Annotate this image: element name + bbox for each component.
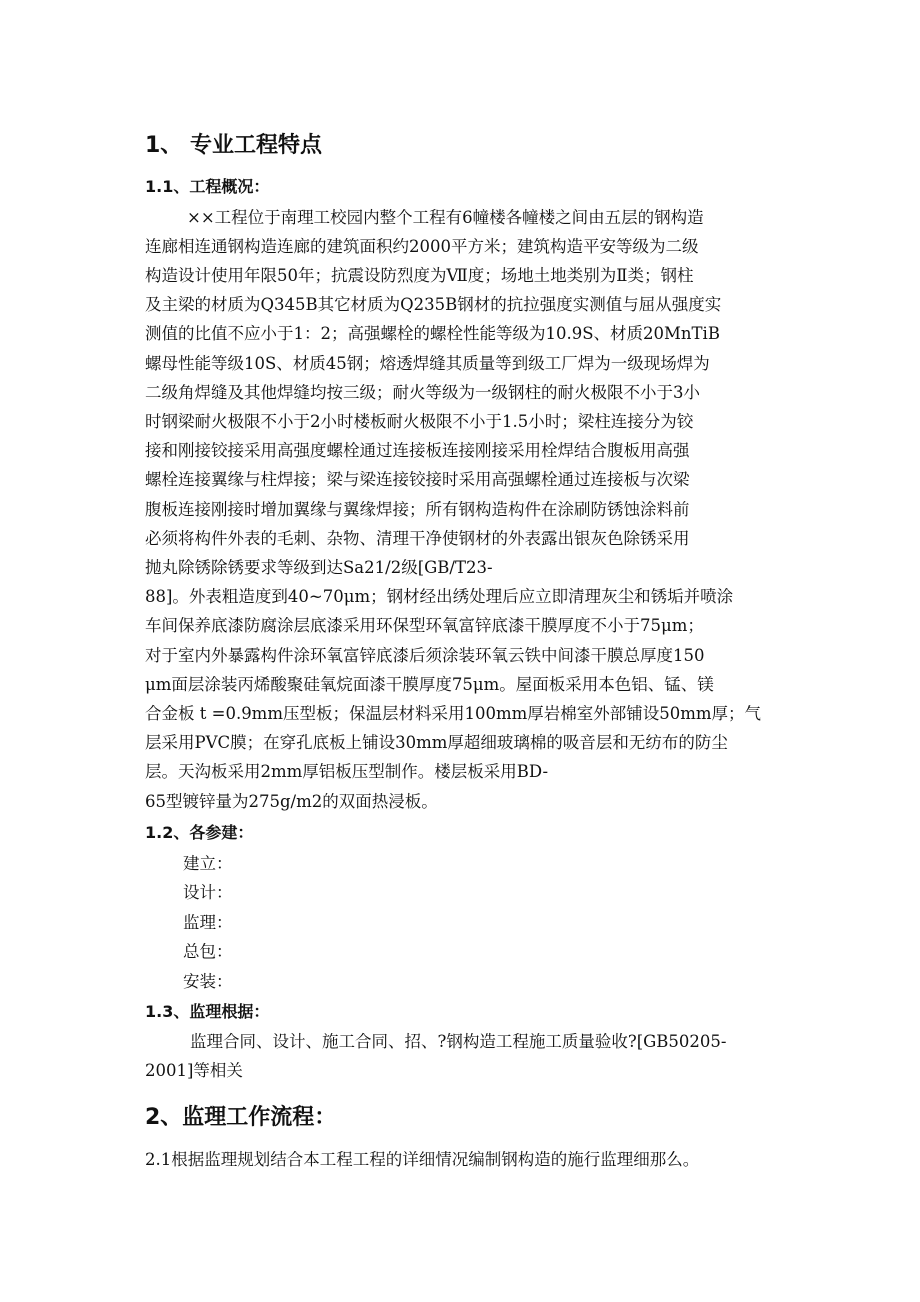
overview-line: 腹板连接刚接时增加翼缘与翼缘焊接；所有钢构造构件在涂刷防锈蚀涂料前 [145,500,690,519]
workflow-line: 2.1根据监理规划结合本工程工程的详细情况编制钢构造的施行监理细那么。 [145,1150,700,1169]
overview-line: 及主梁的材质为Q345B其它材质为Q235B钢材的抗拉强度实测值与屈从强度实 [145,295,722,314]
overview-line: 螺母性能等级10S、材质45钢；熔透焊缝其质量等到级工厂焊为一级现场焊为 [145,354,710,373]
overview-line: 88]。外表粗造度到40~70μm；钢材经出绣处理后应立即清理灰尘和锈垢并喷涂 [145,587,734,606]
section-1-3-heading: 1.3、监理根据： [145,1002,270,1021]
overview-line: 接和刚接铰接采用高强度螺栓通过连接板连接刚接采用栓焊结合腹板用高强 [145,441,690,460]
participant-item: 设计： [183,883,233,902]
participant-item: 安装： [183,972,233,991]
participant-item: 监理： [183,913,233,932]
overview-line: μm面层涂装丙烯酸聚硅氧烷面漆干膜厚度75μm。屋面板采用本色铝、锰、镁 [145,675,714,694]
overview-line: 对于室内外暴露构件涂环氧富锌底漆后须涂装环氧云铁中间漆干膜总厚度150 [145,646,705,665]
section-1-1-heading: 1.1、工程概况： [145,177,270,196]
overview-line: 合金板 t =0.9mm压型板；保温层材料采用100mm厚岩棉室外部铺设50mm厚；气 [145,704,762,723]
overview-line: 必须将构件外表的毛刺、杂物、清理干净使钢材的外表露出银灰色除锈采用 [145,529,690,548]
overview-line: 时钢梁耐火极限不小于2小时楼板耐火极限不小于1.5小时；梁柱连接分为铰 [145,412,694,431]
section-1-2-heading: 1.2、各参建： [145,823,254,842]
participant-item: 总包： [183,942,233,961]
section-1-heading: 1、 专业工程特点 [145,133,322,158]
overview-line: ××工程位于南理工校园内整个工程有6幢楼各幢楼之间由五层的钢构造 [187,208,704,227]
overview-line: 构造设计使用年限50年；抗震设防烈度为Ⅶ度；场地土地类别为Ⅱ类；钢柱 [145,266,694,285]
basis-line: 监理合同、设计、施工合同、招、?钢构造工程施工质量验收?[GB50205- [190,1032,727,1051]
overview-line: 螺栓连接翼缘与柱焊接；梁与梁连接铰接时采用高强螺栓通过连接板与次梁 [145,470,690,489]
basis-line: 2001]等相关 [145,1061,243,1080]
overview-line: 车间保养底漆防腐涂层底漆采用环保型环氧富锌底漆干膜厚度不小于75μm； [145,616,704,635]
overview-line: 层。天沟板采用2mm厚铝板压型制作。楼层板采用BD- [145,762,549,781]
overview-line: 抛丸除锈除锈要求等级到达Sa21/2级[GB/T23- [145,558,493,577]
overview-line: 测值的比值不应小于1：2；高强螺栓的螺栓性能等级为10.9S、材质20MnTiB [145,324,720,343]
section-2-heading: 2、监理工作流程： [145,1105,337,1130]
overview-line: 二级角焊缝及其他焊缝均按三级；耐火等级为一级钢柱的耐火极限不小于3小 [145,383,700,402]
participant-item: 建立： [183,854,233,873]
overview-line: 65型镀锌量为275g/m2的双面热浸板。 [145,792,438,811]
overview-line: 层采用PVC膜；在穿孔底板上铺设30mm厚超细玻璃棉的吸音层和无纺布的防尘 [145,733,728,752]
overview-line: 连廊相连通钢构造连廊的建筑面积约2000平方米；建筑构造平安等级为二级 [145,237,699,256]
